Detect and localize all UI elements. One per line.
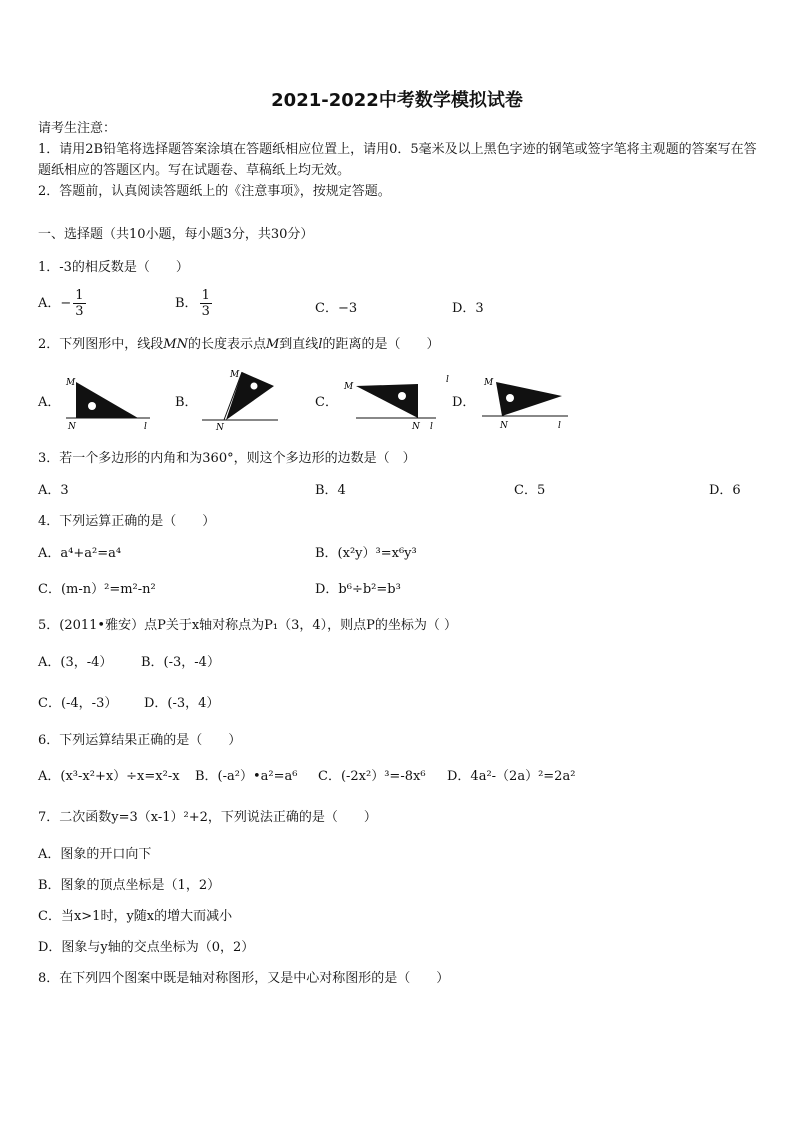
question-3-option-c[interactable]: C．5 bbox=[514, 483, 546, 498]
question-2-option-d[interactable]: D． bbox=[452, 395, 476, 410]
set-square bbox=[76, 382, 138, 418]
page-title: 2021-2022中考数学模拟试卷 bbox=[271, 90, 523, 111]
question-2-figure-c bbox=[340, 374, 440, 432]
fraction bbox=[73, 288, 85, 319]
set-square-hole bbox=[88, 402, 96, 410]
stem-text: 到直线 bbox=[279, 337, 319, 352]
question-7-option-c[interactable]: C．当x>1时，y随x的增大而减小 bbox=[38, 909, 233, 924]
label-m: M bbox=[66, 378, 76, 388]
label-l-top: l bbox=[446, 375, 449, 385]
question-1-option-a[interactable] bbox=[38, 288, 86, 319]
question-1-option-d[interactable]: D．3 bbox=[452, 301, 484, 316]
label-m: M bbox=[344, 382, 354, 392]
question-6-option-a[interactable]: A．(x³-x²+x）÷x=x²-x bbox=[38, 769, 180, 784]
question-2-stem bbox=[38, 333, 440, 352]
point-m: M bbox=[265, 337, 280, 352]
notice-item-2: 2．答题前，认真阅读答题纸上的《注意事项》，按规定答题。 bbox=[38, 184, 391, 199]
question-2-figure-d bbox=[440, 370, 572, 432]
question-3-stem: 3．若一个多边形的内角和为360°，则这个多边形的边数是（ ） bbox=[38, 451, 416, 466]
stem-text: 的距离的是（ ） bbox=[322, 337, 440, 352]
option-label: B． bbox=[175, 296, 198, 311]
stem-text: 2．下列图形中，线段 bbox=[38, 337, 164, 352]
question-2-figure-b bbox=[200, 364, 282, 432]
question-7-option-a[interactable]: A．图象的开口向下 bbox=[38, 847, 152, 862]
question-6-stem: 6．下列运算结果正确的是（ ） bbox=[38, 733, 242, 748]
question-7-option-b[interactable]: B．图象的顶点坐标是（1，2） bbox=[38, 878, 221, 893]
question-1-option-b[interactable] bbox=[175, 288, 212, 319]
notice-block bbox=[38, 118, 762, 202]
question-1-option-c[interactable]: C．−3 bbox=[315, 301, 358, 316]
set-square bbox=[356, 384, 418, 418]
label-m: M bbox=[484, 378, 494, 388]
question-6-option-c[interactable]: C．(-2x²）³=-8x⁶ bbox=[318, 769, 426, 784]
question-7-stem: 7．二次函数y=3（x-1）²+2，下列说法正确的是（ ） bbox=[38, 810, 377, 825]
question-7-option-d[interactable]: D．图象与y轴的交点坐标为（0，2） bbox=[38, 940, 255, 955]
label-n: N bbox=[500, 421, 508, 431]
question-4-option-c[interactable]: C．(m-n）²=m²-n² bbox=[38, 582, 156, 597]
question-3-option-b[interactable]: B．4 bbox=[315, 483, 346, 498]
question-6-option-d[interactable]: D．4a²-（2a）²=2a² bbox=[447, 769, 576, 784]
set-square bbox=[496, 382, 562, 416]
question-3-option-d[interactable]: D．6 bbox=[709, 483, 741, 498]
question-8-stem: 8．在下列四个图案中既是轴对称图形，又是中心对称图形的是（ ） bbox=[38, 971, 450, 986]
question-5-option-d[interactable]: D．(-3，4） bbox=[144, 696, 220, 711]
question-2-figure-a bbox=[62, 372, 152, 432]
denominator: 3 bbox=[75, 304, 84, 319]
label-n: N bbox=[68, 422, 76, 432]
notice-item-1: 1．请用2B铅笔将选择题答案涂填在答题纸相应位置上，请用0．5毫米及以上黑色字迹的钢笔或签字笔将主观题的答案写在答题纸相应的答题区内。写在试题卷、草稿纸上均无效。 bbox=[38, 142, 757, 178]
set-square-hole bbox=[398, 392, 406, 400]
question-2-option-a[interactable]: A． bbox=[38, 395, 61, 410]
label-n: N bbox=[412, 422, 420, 432]
section-heading: 一、选择题（共10小题，每小题3分，共30分） bbox=[38, 227, 314, 242]
label-l: l bbox=[558, 421, 561, 431]
option-label: A． bbox=[38, 296, 61, 311]
question-1-stem: 1．-3的相反数是（ ） bbox=[38, 260, 189, 275]
notice-heading: 请考生注意： bbox=[38, 121, 117, 136]
question-4-stem: 4．下列运算正确的是（ ） bbox=[38, 514, 216, 529]
set-square-hole bbox=[251, 383, 258, 390]
question-4-option-a[interactable]: A．a⁴+a²=a⁴ bbox=[38, 546, 122, 561]
question-5-stem: 5．(2011•雅安）点P关于x轴对称点为P₁（3，4），则点P的坐标为（ ） bbox=[38, 618, 458, 633]
label-l: l bbox=[144, 422, 147, 432]
numerator: 1 bbox=[75, 288, 84, 303]
question-5-option-a[interactable]: A．(3，-4） bbox=[38, 655, 113, 670]
set-square-hole bbox=[506, 394, 514, 402]
question-4-option-b[interactable]: B．(x²y）³=x⁶y³ bbox=[315, 546, 417, 561]
label-m: M bbox=[230, 370, 240, 380]
stem-text: 的长度表示点 bbox=[187, 337, 266, 352]
question-6-option-b[interactable]: B．(-a²）•a²=a⁶ bbox=[195, 769, 298, 784]
fraction bbox=[200, 288, 212, 319]
question-2-option-b[interactable]: B． bbox=[175, 395, 198, 410]
line-l: l bbox=[318, 337, 323, 352]
question-5-option-b[interactable]: B．(-3，-4） bbox=[141, 655, 220, 670]
label-n: N bbox=[216, 423, 224, 432]
question-3-option-a[interactable]: A．3 bbox=[38, 483, 69, 498]
question-2-option-c[interactable]: C． bbox=[315, 395, 338, 410]
minus-sign: − bbox=[60, 296, 72, 311]
numerator: 1 bbox=[201, 288, 210, 303]
label-l: l bbox=[430, 422, 433, 432]
question-5-option-c[interactable]: C．(-4，-3） bbox=[38, 696, 118, 711]
segment-mn: MN bbox=[163, 337, 188, 352]
denominator: 3 bbox=[201, 304, 210, 319]
question-4-option-d[interactable]: D．b⁶÷b²=b³ bbox=[315, 582, 401, 597]
